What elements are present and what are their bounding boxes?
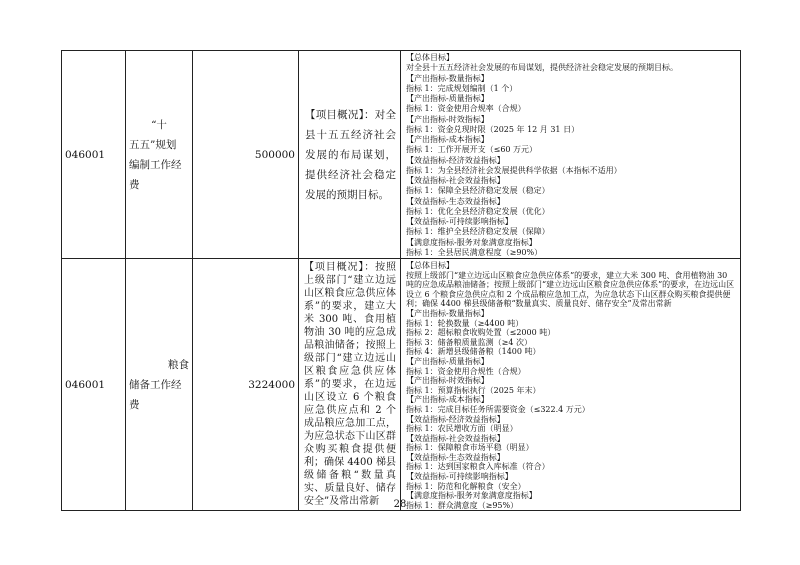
- goal-line: 指标 1：完成规划编制（1 个）: [406, 83, 518, 93]
- project-name: [126, 51, 193, 259]
- project-name-line: 编制工作经: [129, 158, 182, 171]
- goal-line: 【效益指标-社会效益指标】: [406, 433, 505, 443]
- goal-line: 指标 1：轮换数量（≥4400 吨）: [406, 318, 524, 328]
- project-amount: 3224000: [193, 259, 299, 511]
- goal-line: 【产出指标-质量指标】: [406, 356, 489, 366]
- goal-line: 指标 1：维护全县经济稳定发展（保障）: [406, 227, 550, 237]
- goal-line: 指标 1：资金使用合规性（合规）: [406, 366, 526, 376]
- table-row: [62, 51, 741, 259]
- project-name-line: “十: [151, 118, 167, 131]
- project-code: 046001: [62, 259, 126, 511]
- goal-line: 【效益指标-可持续影响指标】: [406, 472, 513, 482]
- goal-line: 【产出指标-数量指标】: [406, 308, 489, 318]
- page-number: 28: [393, 499, 407, 510]
- table-row: [62, 259, 741, 511]
- goal-line: 指标 3：储备粮质量监测（≥4 次）: [406, 337, 532, 347]
- goal-line: 指标 1：资金兑现时限（2025 年 12 月 31 日）: [406, 124, 580, 134]
- goal-line: 指标 1：保障粮食市场平稳（明显）: [406, 443, 534, 453]
- goal-line: 【效益指标-生态效益指标】: [406, 452, 505, 462]
- goal-line: 指标 4：新增县级储备粮（1400 吨）: [406, 347, 541, 357]
- goal-line: 【总体目标】: [406, 53, 454, 62]
- goal-line: 指标 1：防范和化解粮食（安全）: [406, 481, 526, 491]
- goal-line: 【效益指标-经济效益指标】: [406, 414, 505, 424]
- goal-line: 指标 1：保障全县经济稳定发展（稳定）: [406, 186, 550, 196]
- project-name-line: 费: [129, 398, 140, 411]
- goal-line: 指标 1：为全县经济社会发展提供科学依据（本指标不适用）: [406, 165, 622, 175]
- goal-line: 指标 1：农民增收方面（明显）: [406, 424, 518, 434]
- goal-line: 【产出指标-成本指标】: [406, 135, 489, 144]
- project-code: 046001: [62, 51, 126, 259]
- goal-line: 按照上级部门“建立边远山区粮食应急供应体系”的要求，建立大米 300 吨、食用植物油 30 吨的应急成品粮油储备；按照上级部门“建立边远山区粮食应急供应体系”的要求，在边远山区设立 6 个粮食应急供应点和 2 个成品粮应急加工点，为应急状态下山区群众购买粮食提供便利；确保 4400 梯县级储备粮“数量真实、质量良好、储存安全”及常出常新: [406, 270, 735, 309]
- goal-line: 【总体目标】: [406, 261, 454, 270]
- goal-line: 指标 1：资金使用合规率（合规）: [406, 104, 526, 114]
- goal-line: 【产出指标-成本指标】: [406, 395, 489, 405]
- project-amount: 500000: [193, 51, 299, 259]
- goal-line: 【产出指标-时效指标】: [406, 376, 489, 386]
- goal-line: 【产出指标-数量指标】: [406, 73, 489, 83]
- goal-line: 指标 1：全县居民满意程度（≥90%）: [406, 247, 543, 257]
- performance-goals: [401, 259, 741, 511]
- goal-line: 【效益指标-社会效益指标】: [406, 176, 505, 185]
- project-name-line: 粮食: [168, 358, 189, 371]
- goal-line: 【效益指标-经济效益指标】: [406, 155, 505, 165]
- project-overview: 【项目概况】：按照上级部门“建立边远山区粮食应急供应体系”的要求，建立大米 300 吨、食用植物油 30 吨的应急成品粮油储备；按照上级部门“建立边远山区粮食应急供应体系”的要求，在边远山区设立 6 个粮食应急供应点和 2 个成品粮应急加工点，为应急状态下山区群众购买粮食提供便利；确保 4400 梯县级储备粮“数量真实、质量良好、储存安全”及常出常新: [299, 259, 401, 511]
- goal-line: 【满意度指标-服务对象满意度指标】: [406, 237, 537, 247]
- goal-line: 指标 1：达到国家粮食入库标准（符合）: [406, 462, 550, 472]
- goal-line: 【产出指标-质量指标】: [406, 94, 489, 103]
- performance-goals: [401, 51, 741, 259]
- goal-line: 指标 1：优化全县经济稳定发展（优化）: [406, 206, 550, 216]
- goal-line: 【满意度指标-服务对象满意度指标】: [406, 491, 537, 501]
- project-overview: 【项目概况】：对全县十五五经济社会发展的布局谋划，提供经济社会稳定发展的预期目标。: [299, 51, 401, 259]
- goal-line: 【效益指标-生态效益指标】: [406, 196, 505, 206]
- goal-line: 指标 1：完成目标任务所需要资金（≤322.4 万元）: [406, 404, 590, 414]
- project-name-line: 储备工作经: [129, 378, 182, 391]
- goal-line: 指标 1：工作开展开支（≤60 万元）: [406, 145, 538, 155]
- goal-line: 指标 1：预算指标执行（2025 年末）: [406, 385, 541, 395]
- goal-line: 【效益指标-可持续影响指标】: [406, 217, 513, 226]
- budget-table: [61, 50, 741, 511]
- goal-line: 【产出指标-时效指标】: [406, 114, 489, 124]
- project-name: [126, 259, 193, 511]
- goal-line: 指标 2：超标粮食收购处置（≤2000 吨）: [406, 328, 556, 338]
- project-name-line: 五五”规划: [129, 138, 177, 151]
- project-name-line: 费: [129, 178, 140, 191]
- goal-line: 对全县十五五经济社会发展的布局谋划，提供经济社会稳定发展的预期目标。: [406, 63, 678, 73]
- goal-line: 指标 1：群众满意度（≥95%）: [406, 500, 519, 510]
